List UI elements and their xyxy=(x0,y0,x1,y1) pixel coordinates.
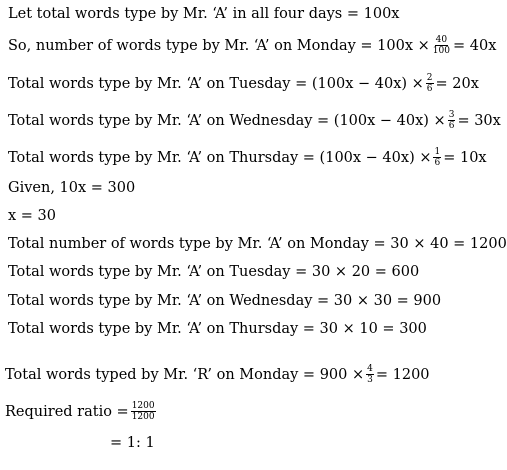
numerator: 1200 xyxy=(131,401,155,411)
line-tuesday-total xyxy=(8,262,419,282)
line-required-ratio xyxy=(5,401,158,422)
line-monday-r xyxy=(5,364,430,385)
text: = 10x xyxy=(443,149,487,166)
text: Total words type by Mr. ‘A’ on Wednesday = 30 × 30 = 900 xyxy=(8,293,442,309)
numerator: 4 xyxy=(367,364,373,374)
line-wednesday-total xyxy=(8,291,441,311)
line-thursday-total xyxy=(8,319,427,339)
text: Given, 10x = 300 xyxy=(8,180,136,196)
text: = 30x xyxy=(457,112,501,129)
text: = 1200 xyxy=(375,366,430,383)
denominator: 1200 xyxy=(131,412,155,422)
line-total-words xyxy=(8,4,399,24)
numerator: 40 xyxy=(435,35,448,45)
text: = 20x xyxy=(435,75,479,92)
text: Total words type by Mr. ‘A’ on Wednesday = (100x − 40x) × xyxy=(8,112,446,129)
text: Total number of words type by Mr. ‘A’ on Monday = 30 × 40 = 1200 xyxy=(8,236,507,252)
fraction xyxy=(448,110,456,131)
line-monday-total xyxy=(8,234,507,254)
fraction xyxy=(433,147,441,168)
denominator: 6 xyxy=(426,84,433,94)
text: Total words type by Mr. ‘A’ on Thursday = 30 × 10 = 300 xyxy=(8,321,427,337)
fraction xyxy=(131,401,156,422)
line-thursday-a xyxy=(8,147,487,168)
text: Total words type by Mr. ‘A’ on Thursday = (100x − 40x) × xyxy=(8,149,432,166)
text: Total words type by Mr. ‘A’ on Tuesday = (100x − 40x) × xyxy=(8,75,424,92)
line-ratio-result xyxy=(110,433,155,453)
fraction xyxy=(366,364,374,385)
text: x = 30 xyxy=(8,208,56,224)
denominator: 6 xyxy=(448,121,455,131)
denominator: 6 xyxy=(434,158,441,168)
line-x-value xyxy=(8,206,56,226)
fraction xyxy=(426,73,434,94)
line-tuesday-a xyxy=(8,73,479,94)
line-given xyxy=(8,178,135,198)
text: Required ratio = xyxy=(5,403,129,420)
numerator: 3 xyxy=(448,110,455,120)
text: Let total words type by Mr. ‘A’ in all four days = 100x xyxy=(8,6,400,22)
numerator: 1 xyxy=(434,147,441,157)
denominator: 100 xyxy=(432,46,450,56)
text: = 40x xyxy=(452,37,497,54)
text: = 1: 1 xyxy=(110,435,155,451)
text: Total words type by Mr. ‘A’ on Tuesday = 30 × 20 = 600 xyxy=(8,264,420,280)
line-monday-a xyxy=(8,35,496,56)
numerator: 2 xyxy=(426,73,433,83)
fraction xyxy=(432,35,451,56)
denominator: 3 xyxy=(367,375,373,385)
text: So, number of words type by Mr. ‘A’ on Monday = 100x × xyxy=(8,37,430,54)
text: Total words typed by Mr. ‘R’ on Monday = 900 × xyxy=(5,366,365,383)
line-wednesday-a xyxy=(8,110,501,131)
